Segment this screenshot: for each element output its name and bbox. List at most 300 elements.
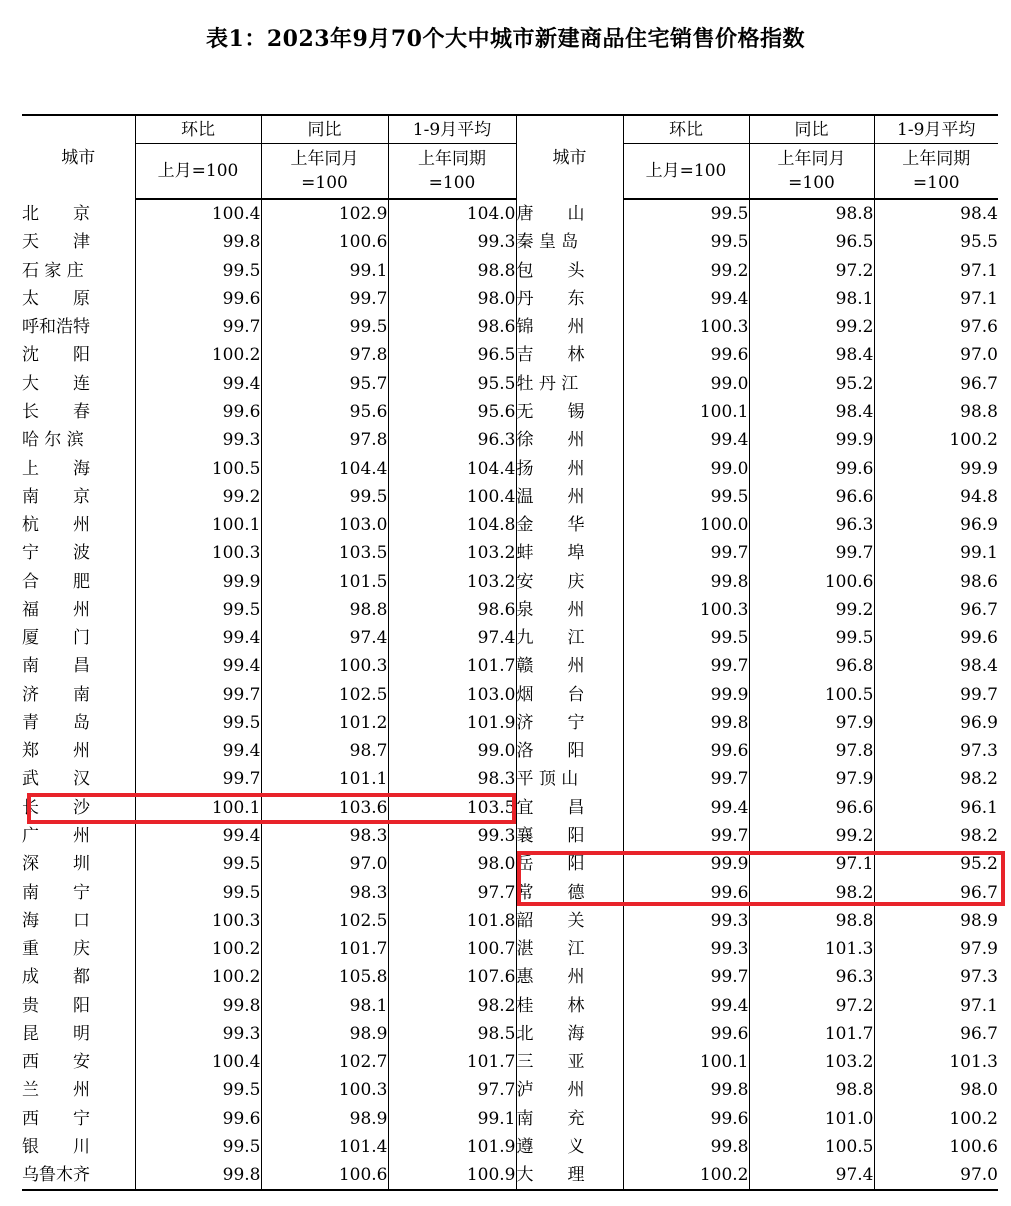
table-row bbox=[22, 907, 998, 935]
l-avg-cell: 101.9 bbox=[388, 1133, 516, 1161]
l-yoy-cell: 100.3 bbox=[261, 1076, 388, 1104]
l-city-cell: 乌鲁木齐 bbox=[22, 1161, 135, 1190]
l-city-cell: 南 昌 bbox=[22, 656, 90, 677]
l-mom-cell: 99.7 bbox=[135, 681, 261, 709]
l-city-cell: 昆 明 bbox=[22, 1023, 90, 1044]
l-mom-cell: 99.4 bbox=[135, 737, 261, 765]
table-row bbox=[22, 257, 998, 285]
l-city-cell: 成 都 bbox=[22, 967, 90, 988]
table-row bbox=[22, 313, 998, 341]
r-city-cell: 丹 东 bbox=[516, 285, 623, 313]
r-avg-cell: 98.9 bbox=[874, 907, 998, 935]
mom-base-right: 上月=100 bbox=[623, 144, 749, 200]
table-row bbox=[22, 426, 998, 454]
avg-base-left bbox=[388, 144, 516, 200]
yoy-base-line1: 上年同月 bbox=[777, 149, 846, 169]
l-avg-cell: 101.7 bbox=[388, 1048, 516, 1076]
l-avg-cell: 98.5 bbox=[388, 1020, 516, 1048]
yoy-header-right: 同比 bbox=[749, 115, 874, 144]
r-mom-cell: 100.3 bbox=[623, 313, 749, 341]
city-header-left: 城市 bbox=[22, 115, 135, 199]
r-mom-cell: 99.6 bbox=[623, 878, 749, 906]
r-avg-cell: 97.1 bbox=[874, 991, 998, 1019]
r-city-cell: 无 锡 bbox=[516, 398, 623, 426]
r-yoy-cell: 98.8 bbox=[749, 907, 874, 935]
r-mom-cell: 99.2 bbox=[623, 257, 749, 285]
l-avg-cell: 103.0 bbox=[388, 681, 516, 709]
table-body bbox=[22, 199, 998, 1190]
l-mom-cell: 99.8 bbox=[135, 228, 261, 256]
r-yoy-cell: 99.7 bbox=[749, 539, 874, 567]
r-avg-cell: 98.4 bbox=[874, 199, 998, 228]
r-yoy-cell: 95.2 bbox=[749, 370, 874, 398]
avg-base-line1: 上年同期 bbox=[418, 149, 486, 169]
r-city-cell: 惠 州 bbox=[516, 963, 623, 991]
l-city-cell: 哈 尔 滨 bbox=[22, 430, 84, 451]
r-mom-cell: 99.8 bbox=[623, 1133, 749, 1161]
l-mom-cell: 99.6 bbox=[135, 1105, 261, 1133]
r-mom-cell: 99.0 bbox=[623, 454, 749, 482]
table-row bbox=[22, 822, 998, 850]
r-yoy-cell: 97.8 bbox=[749, 737, 874, 765]
avg-header-right: 1-9月平均 bbox=[874, 115, 998, 144]
r-mom-cell: 99.5 bbox=[623, 228, 749, 256]
r-avg-cell: 97.1 bbox=[874, 257, 998, 285]
l-yoy-cell: 101.2 bbox=[261, 709, 388, 737]
l-city-cell: 宁 波 bbox=[22, 543, 90, 564]
r-avg-cell: 97.3 bbox=[874, 737, 998, 765]
r-city-cell: 赣 州 bbox=[516, 652, 623, 680]
yoy-header-left: 同比 bbox=[261, 115, 388, 144]
r-yoy-cell: 98.8 bbox=[749, 1076, 874, 1104]
r-mom-cell: 99.4 bbox=[623, 794, 749, 822]
l-city-cell: 天 津 bbox=[22, 232, 90, 253]
r-yoy-cell: 97.9 bbox=[749, 765, 874, 793]
l-mom-cell: 99.4 bbox=[135, 370, 261, 398]
city-header-right: 城市 bbox=[516, 115, 623, 199]
r-mom-cell: 99.7 bbox=[623, 652, 749, 680]
r-city-cell: 宜 昌 bbox=[516, 794, 623, 822]
r-yoy-cell: 99.2 bbox=[749, 313, 874, 341]
l-avg-cell: 99.3 bbox=[388, 822, 516, 850]
table-row bbox=[22, 1020, 998, 1048]
r-yoy-cell: 97.1 bbox=[749, 850, 874, 878]
r-mom-cell: 99.7 bbox=[623, 539, 749, 567]
r-mom-cell: 99.4 bbox=[623, 426, 749, 454]
r-mom-cell: 99.4 bbox=[623, 991, 749, 1019]
l-mom-cell: 99.5 bbox=[135, 850, 261, 878]
r-yoy-cell: 96.8 bbox=[749, 652, 874, 680]
r-mom-cell: 99.6 bbox=[623, 1105, 749, 1133]
l-yoy-cell: 104.4 bbox=[261, 454, 388, 482]
l-avg-cell: 100.9 bbox=[388, 1161, 516, 1190]
r-yoy-cell: 100.5 bbox=[749, 1133, 874, 1161]
l-mom-cell: 99.9 bbox=[135, 567, 261, 595]
l-avg-cell: 98.3 bbox=[388, 765, 516, 793]
r-yoy-cell: 97.2 bbox=[749, 991, 874, 1019]
r-mom-cell: 99.7 bbox=[623, 765, 749, 793]
r-avg-cell: 97.9 bbox=[874, 935, 998, 963]
l-mom-cell: 99.5 bbox=[135, 596, 261, 624]
r-mom-cell: 99.8 bbox=[623, 709, 749, 737]
l-city-cell: 武 汉 bbox=[22, 769, 90, 790]
l-city-cell: 银 川 bbox=[22, 1136, 90, 1157]
l-mom-cell: 100.2 bbox=[135, 963, 261, 991]
l-avg-cell: 96.3 bbox=[388, 426, 516, 454]
l-city-cell: 石 家 庄 bbox=[22, 260, 84, 281]
r-city-cell: 常 德 bbox=[516, 878, 623, 906]
r-mom-cell: 100.3 bbox=[623, 596, 749, 624]
table-row bbox=[22, 991, 998, 1019]
r-city-cell: 桂 林 bbox=[516, 991, 623, 1019]
r-mom-cell: 99.7 bbox=[623, 822, 749, 850]
l-avg-cell: 98.6 bbox=[388, 596, 516, 624]
l-city-cell: 太 原 bbox=[22, 288, 90, 309]
r-city-cell: 扬 州 bbox=[516, 454, 623, 482]
r-avg-cell: 96.9 bbox=[874, 511, 998, 539]
r-avg-cell: 100.2 bbox=[874, 426, 998, 454]
table-row bbox=[22, 1161, 998, 1190]
mom-base-left: 上月=100 bbox=[135, 144, 261, 200]
l-avg-cell: 97.7 bbox=[388, 878, 516, 906]
l-mom-cell: 99.3 bbox=[135, 426, 261, 454]
r-city-cell: 唐 山 bbox=[516, 199, 623, 228]
l-avg-cell: 98.0 bbox=[388, 850, 516, 878]
r-avg-cell: 96.9 bbox=[874, 709, 998, 737]
l-mom-cell: 100.2 bbox=[135, 935, 261, 963]
r-mom-cell: 99.8 bbox=[623, 1076, 749, 1104]
r-city-cell: 洛 阳 bbox=[516, 737, 623, 765]
l-city-cell: 贵 阳 bbox=[22, 995, 90, 1016]
table-row bbox=[22, 483, 998, 511]
l-avg-cell: 103.2 bbox=[388, 567, 516, 595]
l-city-cell: 福 州 bbox=[22, 599, 90, 620]
r-city-cell: 包 头 bbox=[516, 257, 623, 285]
l-yoy-cell: 98.1 bbox=[261, 991, 388, 1019]
r-mom-cell: 99.3 bbox=[623, 935, 749, 963]
r-mom-cell: 99.9 bbox=[623, 681, 749, 709]
r-city-cell: 吉 林 bbox=[516, 341, 623, 369]
r-yoy-cell: 98.4 bbox=[749, 341, 874, 369]
l-yoy-cell: 99.7 bbox=[261, 285, 388, 313]
table-row bbox=[22, 511, 998, 539]
r-city-cell: 锦 州 bbox=[516, 313, 623, 341]
r-yoy-cell: 101.7 bbox=[749, 1020, 874, 1048]
r-yoy-cell: 101.0 bbox=[749, 1105, 874, 1133]
r-city-cell: 牡 丹 江 bbox=[516, 370, 623, 398]
r-yoy-cell: 97.4 bbox=[749, 1161, 874, 1190]
l-yoy-cell: 98.7 bbox=[261, 737, 388, 765]
l-yoy-cell: 97.8 bbox=[261, 426, 388, 454]
l-avg-cell: 95.5 bbox=[388, 370, 516, 398]
l-yoy-cell: 100.3 bbox=[261, 652, 388, 680]
r-yoy-cell: 103.2 bbox=[749, 1048, 874, 1076]
r-avg-cell: 99.7 bbox=[874, 681, 998, 709]
r-city-cell: 泸 州 bbox=[516, 1076, 623, 1104]
page-title: 表1：2023年9月70个大中城市新建商品住宅销售价格指数 bbox=[206, 26, 805, 52]
r-city-cell: 三 亚 bbox=[516, 1048, 623, 1076]
avg-base-line2: =100 bbox=[912, 173, 960, 193]
l-mom-cell: 99.5 bbox=[135, 878, 261, 906]
table-row bbox=[22, 285, 998, 313]
r-city-cell: 安 庆 bbox=[516, 567, 623, 595]
yoy-base-right bbox=[749, 144, 874, 200]
yoy-base-line2: =100 bbox=[301, 173, 348, 193]
l-city-cell: 长 春 bbox=[22, 401, 90, 422]
l-yoy-cell: 102.7 bbox=[261, 1048, 388, 1076]
l-yoy-cell: 103.5 bbox=[261, 539, 388, 567]
l-city-cell: 济 南 bbox=[22, 684, 90, 705]
yoy-base-line1: 上年同月 bbox=[290, 149, 359, 169]
r-yoy-cell: 101.3 bbox=[749, 935, 874, 963]
l-avg-cell: 99.0 bbox=[388, 737, 516, 765]
table-row bbox=[22, 794, 998, 822]
mom-header-left: 环比 bbox=[135, 115, 261, 144]
l-mom-cell: 99.6 bbox=[135, 285, 261, 313]
r-avg-cell: 97.3 bbox=[874, 963, 998, 991]
table-row bbox=[22, 398, 998, 426]
l-avg-cell: 104.0 bbox=[388, 199, 516, 228]
l-city-cell: 厦 门 bbox=[22, 628, 90, 649]
table-row bbox=[22, 1105, 998, 1133]
l-mom-cell: 99.5 bbox=[135, 1133, 261, 1161]
l-city-cell: 沈 阳 bbox=[22, 345, 90, 366]
r-mom-cell: 99.0 bbox=[623, 370, 749, 398]
r-avg-cell: 100.2 bbox=[874, 1105, 998, 1133]
l-yoy-cell: 98.9 bbox=[261, 1105, 388, 1133]
l-yoy-cell: 101.1 bbox=[261, 765, 388, 793]
l-avg-cell: 97.7 bbox=[388, 1076, 516, 1104]
table-row bbox=[22, 539, 998, 567]
table-row bbox=[22, 681, 998, 709]
r-avg-cell: 99.6 bbox=[874, 624, 998, 652]
l-mom-cell: 99.8 bbox=[135, 1161, 261, 1190]
r-city-cell: 九 江 bbox=[516, 624, 623, 652]
l-mom-cell: 99.4 bbox=[135, 624, 261, 652]
l-yoy-cell: 99.1 bbox=[261, 257, 388, 285]
l-avg-cell: 103.2 bbox=[388, 539, 516, 567]
r-yoy-cell: 98.4 bbox=[749, 398, 874, 426]
r-yoy-cell: 98.8 bbox=[749, 199, 874, 228]
table-row bbox=[22, 652, 998, 680]
r-yoy-cell: 99.5 bbox=[749, 624, 874, 652]
mom-header-right: 环比 bbox=[623, 115, 749, 144]
yoy-base-line2: =100 bbox=[788, 173, 835, 193]
r-yoy-cell: 96.5 bbox=[749, 228, 874, 256]
r-mom-cell: 100.1 bbox=[623, 398, 749, 426]
r-avg-cell: 95.5 bbox=[874, 228, 998, 256]
price-index-table bbox=[22, 114, 998, 1191]
r-mom-cell: 99.8 bbox=[623, 567, 749, 595]
r-yoy-cell: 96.3 bbox=[749, 511, 874, 539]
l-mom-cell: 99.4 bbox=[135, 652, 261, 680]
r-mom-cell: 100.0 bbox=[623, 511, 749, 539]
l-avg-cell: 98.8 bbox=[388, 257, 516, 285]
r-yoy-cell: 99.2 bbox=[749, 822, 874, 850]
l-mom-cell: 100.5 bbox=[135, 454, 261, 482]
table-row bbox=[22, 228, 998, 256]
l-yoy-cell: 103.6 bbox=[261, 794, 388, 822]
l-yoy-cell: 100.6 bbox=[261, 1161, 388, 1190]
avg-header-left: 1-9月平均 bbox=[388, 115, 516, 144]
l-city-cell: 重 庆 bbox=[22, 939, 90, 960]
l-avg-cell: 96.5 bbox=[388, 341, 516, 369]
l-avg-cell: 104.4 bbox=[388, 454, 516, 482]
l-yoy-cell: 102.9 bbox=[261, 199, 388, 228]
r-mom-cell: 99.7 bbox=[623, 963, 749, 991]
r-mom-cell: 99.6 bbox=[623, 737, 749, 765]
l-yoy-cell: 98.3 bbox=[261, 878, 388, 906]
l-mom-cell: 100.2 bbox=[135, 341, 261, 369]
avg-base-line1: 上年同期 bbox=[902, 149, 971, 169]
l-mom-cell: 99.5 bbox=[135, 709, 261, 737]
l-city-cell: 西 安 bbox=[22, 1052, 90, 1073]
r-avg-cell: 98.0 bbox=[874, 1076, 998, 1104]
l-avg-cell: 103.5 bbox=[388, 794, 516, 822]
l-avg-cell: 95.6 bbox=[388, 398, 516, 426]
l-yoy-cell: 97.8 bbox=[261, 341, 388, 369]
r-city-cell: 温 州 bbox=[516, 483, 623, 511]
r-avg-cell: 95.2 bbox=[874, 850, 998, 878]
yoy-base-left bbox=[261, 144, 388, 200]
l-avg-cell: 101.8 bbox=[388, 907, 516, 935]
l-city-cell: 大 连 bbox=[22, 373, 90, 394]
r-mom-cell: 99.9 bbox=[623, 850, 749, 878]
l-city-cell: 上 海 bbox=[22, 458, 90, 479]
r-city-cell: 湛 江 bbox=[516, 935, 623, 963]
r-mom-cell: 99.6 bbox=[623, 1020, 749, 1048]
r-mom-cell: 99.5 bbox=[623, 199, 749, 228]
r-mom-cell: 99.3 bbox=[623, 907, 749, 935]
r-city-cell: 秦 皇 岛 bbox=[516, 228, 623, 256]
l-city-cell: 兰 州 bbox=[22, 1080, 90, 1101]
table-row bbox=[22, 963, 998, 991]
r-city-cell: 烟 台 bbox=[516, 681, 623, 709]
l-mom-cell: 99.4 bbox=[135, 822, 261, 850]
l-city-cell: 长 沙 bbox=[22, 797, 90, 818]
l-mom-cell: 100.3 bbox=[135, 907, 261, 935]
table-row bbox=[22, 624, 998, 652]
l-avg-cell: 98.2 bbox=[388, 991, 516, 1019]
r-mom-cell: 99.5 bbox=[623, 624, 749, 652]
r-mom-cell: 99.4 bbox=[623, 285, 749, 313]
table-row bbox=[22, 1076, 998, 1104]
l-avg-cell: 99.1 bbox=[388, 1105, 516, 1133]
l-yoy-cell: 97.4 bbox=[261, 624, 388, 652]
r-yoy-cell: 96.3 bbox=[749, 963, 874, 991]
l-yoy-cell: 103.0 bbox=[261, 511, 388, 539]
l-yoy-cell: 98.9 bbox=[261, 1020, 388, 1048]
l-avg-cell: 98.0 bbox=[388, 285, 516, 313]
r-mom-cell: 99.5 bbox=[623, 483, 749, 511]
r-yoy-cell: 100.5 bbox=[749, 681, 874, 709]
r-avg-cell: 98.8 bbox=[874, 398, 998, 426]
r-avg-cell: 96.7 bbox=[874, 596, 998, 624]
r-city-cell: 南 充 bbox=[516, 1105, 623, 1133]
l-yoy-cell: 99.5 bbox=[261, 483, 388, 511]
l-city-cell: 郑 州 bbox=[22, 741, 90, 762]
r-avg-cell: 97.1 bbox=[874, 285, 998, 313]
table-row bbox=[22, 370, 998, 398]
r-yoy-cell: 96.6 bbox=[749, 483, 874, 511]
l-yoy-cell: 95.6 bbox=[261, 398, 388, 426]
r-avg-cell: 99.9 bbox=[874, 454, 998, 482]
l-city-cell: 青 岛 bbox=[22, 712, 90, 733]
l-yoy-cell: 101.5 bbox=[261, 567, 388, 595]
r-avg-cell: 94.8 bbox=[874, 483, 998, 511]
l-yoy-cell: 101.4 bbox=[261, 1133, 388, 1161]
r-avg-cell: 98.6 bbox=[874, 567, 998, 595]
r-yoy-cell: 99.6 bbox=[749, 454, 874, 482]
table-row bbox=[22, 737, 998, 765]
r-yoy-cell: 98.1 bbox=[749, 285, 874, 313]
l-mom-cell: 99.2 bbox=[135, 483, 261, 511]
r-avg-cell: 96.1 bbox=[874, 794, 998, 822]
l-mom-cell: 99.3 bbox=[135, 1020, 261, 1048]
r-city-cell: 岳 阳 bbox=[516, 850, 623, 878]
r-avg-cell: 96.7 bbox=[874, 878, 998, 906]
l-city-cell: 深 圳 bbox=[22, 854, 90, 875]
l-yoy-cell: 105.8 bbox=[261, 963, 388, 991]
r-avg-cell: 99.1 bbox=[874, 539, 998, 567]
l-avg-cell: 99.3 bbox=[388, 228, 516, 256]
l-mom-cell: 99.6 bbox=[135, 398, 261, 426]
table-row bbox=[22, 850, 998, 878]
l-city-cell: 南 宁 bbox=[22, 882, 90, 903]
l-yoy-cell: 101.7 bbox=[261, 935, 388, 963]
l-avg-cell: 98.6 bbox=[388, 313, 516, 341]
r-city-cell: 大 理 bbox=[516, 1161, 623, 1190]
l-mom-cell: 99.5 bbox=[135, 1076, 261, 1104]
r-avg-cell: 97.6 bbox=[874, 313, 998, 341]
r-avg-cell: 96.7 bbox=[874, 1020, 998, 1048]
r-avg-cell: 98.4 bbox=[874, 652, 998, 680]
l-avg-cell: 100.7 bbox=[388, 935, 516, 963]
r-mom-cell: 100.1 bbox=[623, 1048, 749, 1076]
l-yoy-cell: 97.0 bbox=[261, 850, 388, 878]
l-mom-cell: 100.4 bbox=[135, 199, 261, 228]
l-yoy-cell: 102.5 bbox=[261, 907, 388, 935]
r-city-cell: 徐 州 bbox=[516, 426, 623, 454]
l-city-cell: 南 京 bbox=[22, 486, 90, 507]
r-city-cell: 北 海 bbox=[516, 1020, 623, 1048]
l-avg-cell: 101.7 bbox=[388, 652, 516, 680]
l-city-cell: 呼和浩特 bbox=[22, 317, 90, 338]
l-yoy-cell: 98.3 bbox=[261, 822, 388, 850]
l-mom-cell: 99.5 bbox=[135, 257, 261, 285]
r-avg-cell: 96.7 bbox=[874, 370, 998, 398]
r-avg-cell: 101.3 bbox=[874, 1048, 998, 1076]
table-row bbox=[22, 567, 998, 595]
r-yoy-cell: 99.2 bbox=[749, 596, 874, 624]
l-avg-cell: 104.8 bbox=[388, 511, 516, 539]
l-mom-cell: 99.8 bbox=[135, 991, 261, 1019]
table-row bbox=[22, 596, 998, 624]
l-mom-cell: 100.3 bbox=[135, 539, 261, 567]
l-mom-cell: 99.7 bbox=[135, 765, 261, 793]
l-avg-cell: 101.9 bbox=[388, 709, 516, 737]
table-row bbox=[22, 1133, 998, 1161]
l-yoy-cell: 95.7 bbox=[261, 370, 388, 398]
r-mom-cell: 99.6 bbox=[623, 341, 749, 369]
r-avg-cell: 100.6 bbox=[874, 1133, 998, 1161]
l-yoy-cell: 102.5 bbox=[261, 681, 388, 709]
l-avg-cell: 97.4 bbox=[388, 624, 516, 652]
l-mom-cell: 100.4 bbox=[135, 1048, 261, 1076]
r-city-cell: 泉 州 bbox=[516, 596, 623, 624]
table-row bbox=[22, 199, 998, 228]
r-mom-cell: 100.2 bbox=[623, 1161, 749, 1190]
